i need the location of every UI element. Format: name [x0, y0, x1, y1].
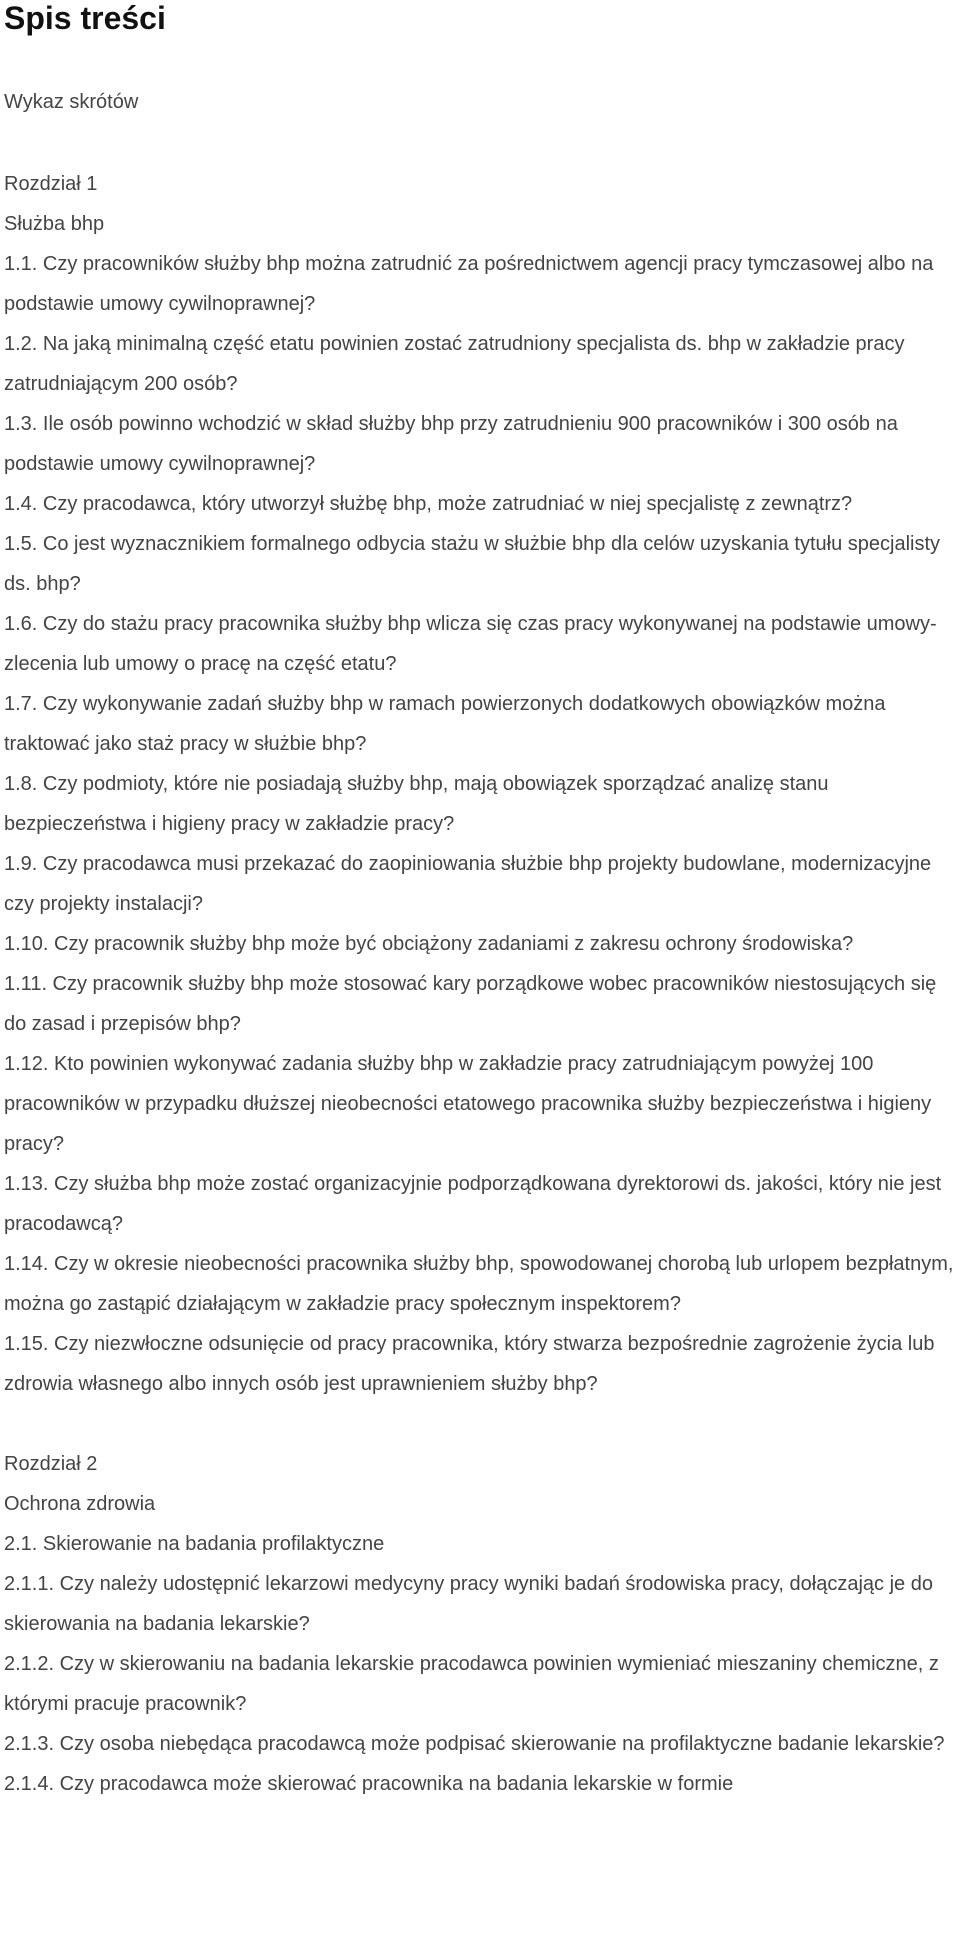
toc-entry[interactable]: 1.10. Czy pracownik służby bhp może być obciążony zadaniami z zakresu ochrony środowiska?	[4, 933, 854, 955]
toc-entry[interactable]: 1.1. Czy pracowników służby bhp można zatrudnić za pośrednictwem agencji pracy tymczasowej albo na podstawie umowy cywilnoprawnej?	[4, 253, 934, 315]
toc-entry[interactable]: 2.1.4. Czy pracodawca może skierować pracownika na badania lekarskie w formie	[4, 1773, 734, 1795]
page-title: Spis treści	[4, 0, 166, 36]
chapter-1	[4, 164, 956, 1404]
toc-entry[interactable]: 1.7. Czy wykonywanie zadań służby bhp w ramach powierzonych dodatkowych obowiązków można traktować jako staż pracy w służbie bhp?	[4, 693, 886, 755]
toc-entry[interactable]: 1.8. Czy podmioty, które nie posiadają służby bhp, mają obowiązek sporządzać analizę stanu bezpieczeństwa i higieny pracy w zakładzie pracy?	[4, 773, 829, 835]
toc-entry[interactable]: 1.9. Czy pracodawca musi przekazać do zaopiniowania służbie bhp projekty budowlane, modernizacyjne czy projekty instalacji?	[4, 853, 932, 915]
toc-entry[interactable]: 1.5. Co jest wyznacznikiem formalnego odbycia stażu w służbie bhp dla celów uzyskania tytułu specjalisty ds. bhp?	[4, 533, 941, 595]
chapter-2	[4, 1444, 956, 1804]
toc-entry[interactable]: 1.11. Czy pracownik służby bhp może stosować kary porządkowe wobec pracowników niestosujących się do zasad i przepisów bhp?	[4, 973, 937, 1035]
chapter-label[interactable]: Rozdział 2	[4, 1453, 98, 1475]
chapter-name[interactable]: Służba bhp	[4, 213, 105, 235]
toc-entry[interactable]: 1.2. Na jaką minimalną część etatu powinien zostać zatrudniony specjalista ds. bhp w zakładzie pracy zatrudniającym 200 osób?	[4, 333, 905, 395]
toc-entry[interactable]: 1.14. Czy w okresie nieobecności pracownika służby bhp, spowodowanej chorobą lub urlopem bezpłatnym, można go zastąpić działającym w zakładzie pracy społecznym inspektorem?	[4, 1253, 954, 1315]
abbreviations-link[interactable]: Wykaz skrótów	[4, 91, 139, 113]
toc-entry[interactable]: 1.4. Czy pracodawca, który utworzył służbę bhp, może zatrudniać w niej specjalistę z zewnątrz?	[4, 493, 853, 515]
toc-entry[interactable]: 1.15. Czy niezwłoczne odsunięcie od pracy pracownika, który stwarza bezpośrednie zagrożenie życia lub zdrowia własnego albo innych osób jest uprawnieniem służby bhp?	[4, 1333, 935, 1395]
toc-entry[interactable]: 1.12. Kto powinien wykonywać zadania służby bhp w zakładzie pracy zatrudniającym powyżej 100 pracowników w przypadku dłuższej nieobecności etatowego pracownika służby bezpieczeństwa i higieny pracy?	[4, 1053, 932, 1155]
entry-list	[4, 244, 956, 1404]
chapter-label[interactable]: Rozdział 1	[4, 173, 98, 195]
toc-entry[interactable]: 2.1.1. Czy należy udostępnić lekarzowi medycyny pracy wyniki badań środowiska pracy, dołączając je do skierowania na badania lekarskie?	[4, 1573, 933, 1635]
toc-entry[interactable]: 1.13. Czy służba bhp może zostać organizacyjnie podporządkowana dyrektorowi ds. jakości, który nie jest pracodawcą?	[4, 1173, 942, 1235]
toc-entry[interactable]: 2.1. Skierowanie na badania profilaktyczne	[4, 1533, 385, 1555]
toc-entry[interactable]: 2.1.3. Czy osoba niebędąca pracodawcą może podpisać skierowanie na profilaktyczne badanie lekarskie?	[4, 1733, 945, 1755]
toc-entry[interactable]: 1.3. Ile osób powinno wchodzić w skład służby bhp przy zatrudnieniu 900 pracowników i 300 osób na podstawie umowy cywilnoprawnej?	[4, 413, 898, 475]
entry-list	[4, 1524, 956, 1804]
chapter-name[interactable]: Ochrona zdrowia	[4, 1493, 156, 1515]
toc-entry[interactable]: 2.1.2. Czy w skierowaniu na badania lekarskie pracodawca powinien wymieniać mieszaniny chemiczne, z którymi pracuje pracownik?	[4, 1653, 939, 1715]
toc-entry[interactable]: 1.6. Czy do stażu pracy pracownika służby bhp wlicza się czas pracy wykonywanej na podstawie umowy-zlecenia lub umowy o pracę na część etatu?	[4, 613, 937, 675]
